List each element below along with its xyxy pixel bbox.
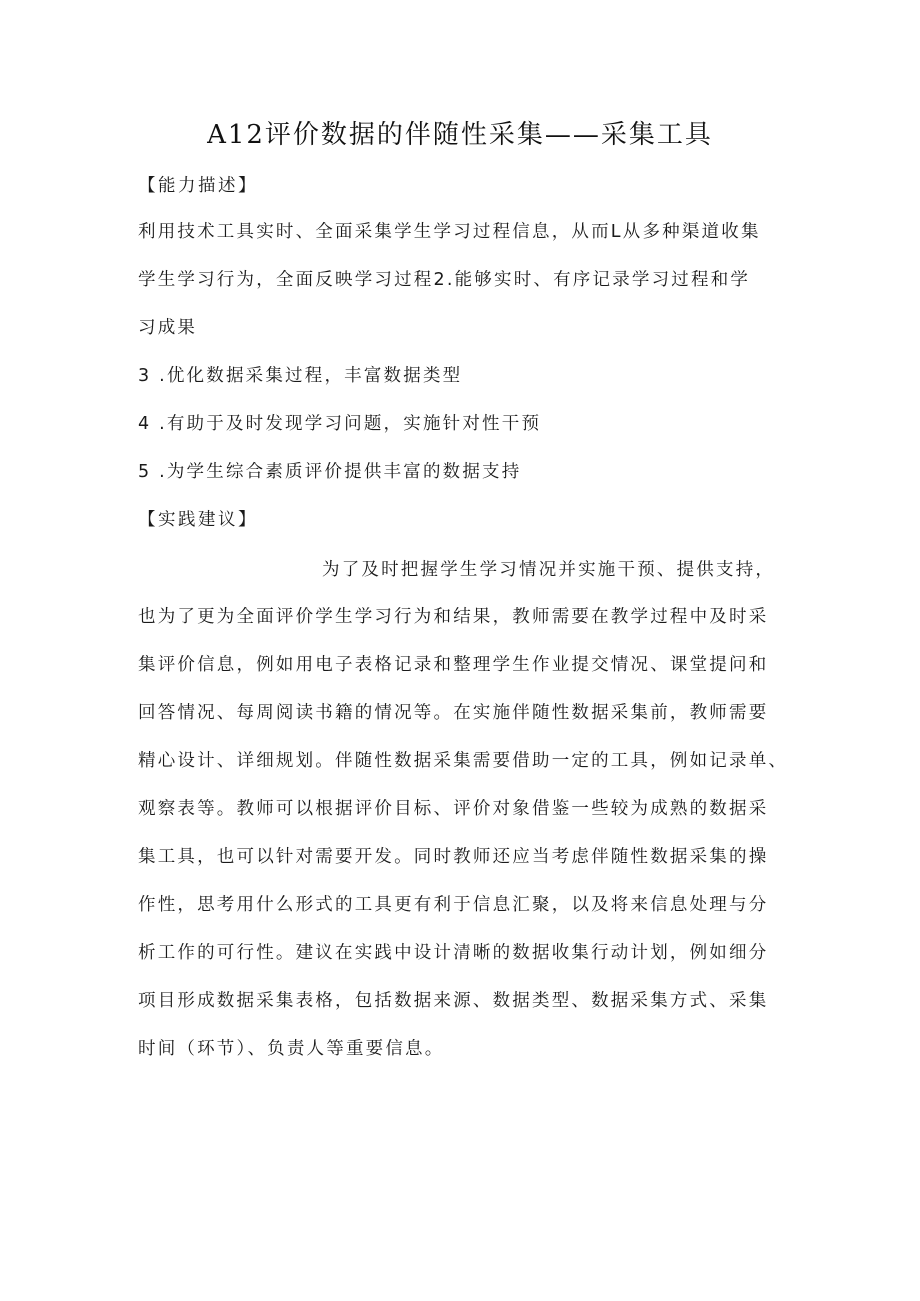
list-item: 5 .为学生综合素质评价提供丰富的数据支持	[138, 462, 522, 482]
paragraph-line: 学生学习行为，全面反映学习过程2.能够实时、有序记录学习过程和学	[138, 270, 751, 290]
paragraph-line: 利用技术工具实时、全面采集学生学习过程信息，从而L从多种渠道收集	[138, 222, 761, 242]
paragraph-line: 精心设计、详细规划。伴随性数据采集需要借助一定的工具，例如记录单、	[138, 751, 789, 771]
section-heading-practice: 【实践建议】	[138, 510, 258, 530]
list-item: 3 .优化数据采集过程，丰富数据类型	[138, 366, 463, 386]
paragraph-line: 作性，思考用什么形式的工具更有利于信息汇聚，以及将来信息处理与分	[138, 895, 769, 915]
paragraph-line: 观察表等。教师可以根据评价目标、评价对象借鉴一些较为成熟的数据采	[138, 799, 769, 819]
paragraph-line: 时间（环节）、负责人等重要信息。	[138, 1039, 445, 1059]
paragraph-line: 也为了更为全面评价学生学习行为和结果，教师需要在教学过程中及时采	[138, 607, 769, 627]
document-title: A12评价数据的伴随性采集——采集工具	[207, 120, 713, 150]
paragraph-line: 项目形成数据采集表格，包括数据来源、数据类型、数据采集方式、采集	[138, 991, 769, 1011]
list-item: 4 .有助于及时发现学习问题，实施针对性干预	[138, 414, 542, 434]
section-heading-ability: 【能力描述】	[138, 176, 258, 196]
paragraph-line: 回答情况、每周阅读书籍的情况等。在实施伴随性数据采集前，教师需要	[138, 703, 769, 723]
paragraph-line: 集评价信息，例如用电子表格记录和整理学生作业提交情况、课堂提问和	[138, 655, 769, 675]
paragraph-line: 为了及时把握学生学习情况并实施干预、提供支持，	[322, 560, 776, 580]
paragraph-line: 习成果	[138, 318, 198, 338]
paragraph-line: 集工具，也可以针对需要开发。同时教师还应当考虑伴随性数据采集的操	[138, 847, 769, 867]
paragraph-line: 析工作的可行性。建议在实践中设计清晰的数据收集行动计划，例如细分	[138, 943, 769, 963]
